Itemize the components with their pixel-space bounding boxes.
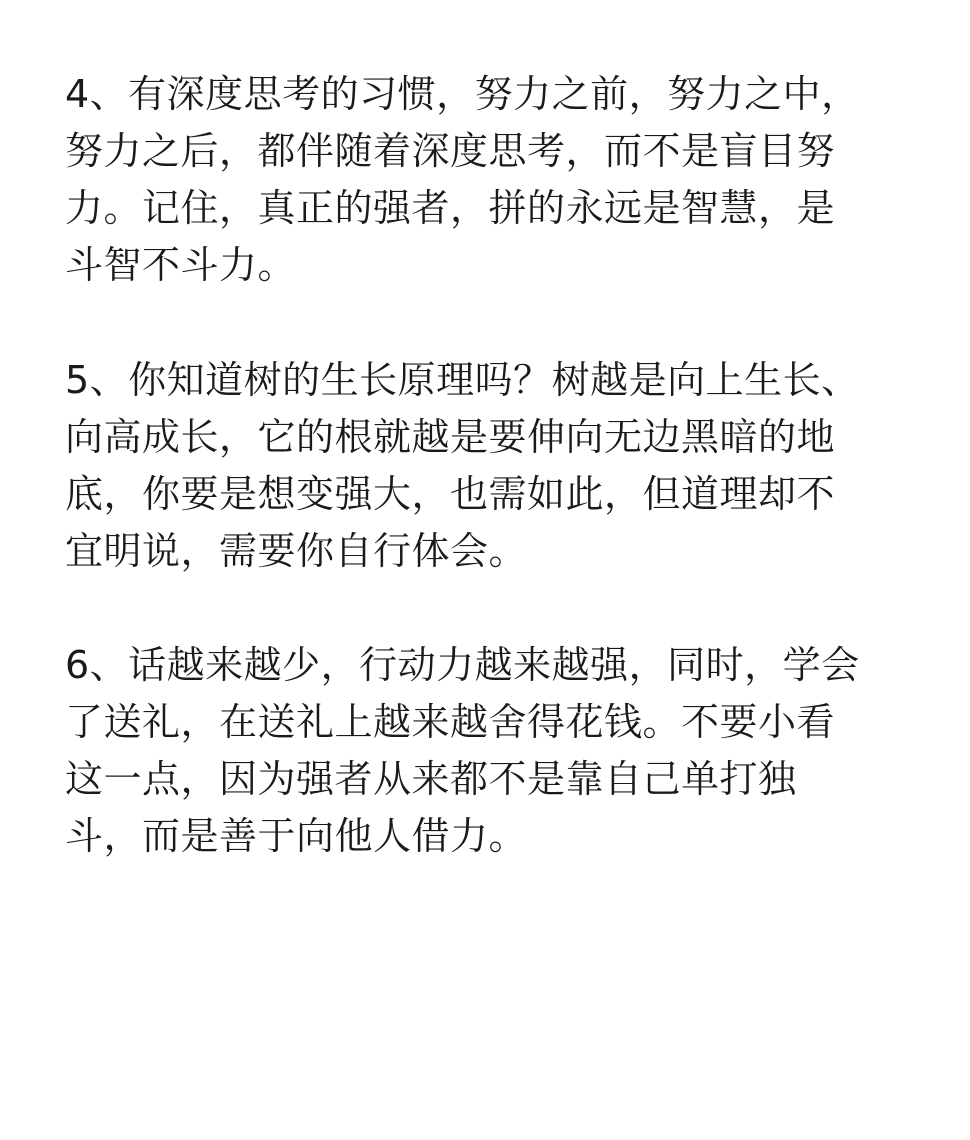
paragraph-6 [65, 637, 925, 865]
paragraph-line: 宜明说，需要你自行体会。 [65, 529, 528, 573]
paragraph-4 [65, 66, 925, 294]
paragraph-line: 向高成长，它的根就越是要伸向无边黑暗的地 [65, 415, 836, 459]
paragraph-5 [65, 352, 925, 580]
paragraph-line: 这一点，因为强者从来都不是靠自己单打独 [65, 757, 797, 801]
paragraph-line: 6、话越来越少，行动力越来越强，同时，学会 [65, 643, 860, 687]
paragraph-line: 力。记住，真正的强者，拼的永远是智慧，是 [65, 186, 836, 230]
paragraph-line: 底，你要是想变强大，也需如此，但道理却不 [65, 472, 836, 516]
paragraph-line: 努力之后，都伴随着深度思考，而不是盲目努 [65, 129, 836, 173]
paragraph-line: 5、你知道树的生长原理吗？树越是向上生长、 [65, 358, 860, 402]
paragraph-line: 斗，而是善于向他人借力。 [65, 814, 528, 858]
paragraph-line: 斗智不斗力。 [65, 243, 297, 287]
paragraph-line: 了送礼，在送礼上越来越舍得花钱。不要小看 [65, 700, 836, 744]
paragraph-line: 4、有深度思考的习惯，努力之前，努力之中， [65, 72, 860, 116]
